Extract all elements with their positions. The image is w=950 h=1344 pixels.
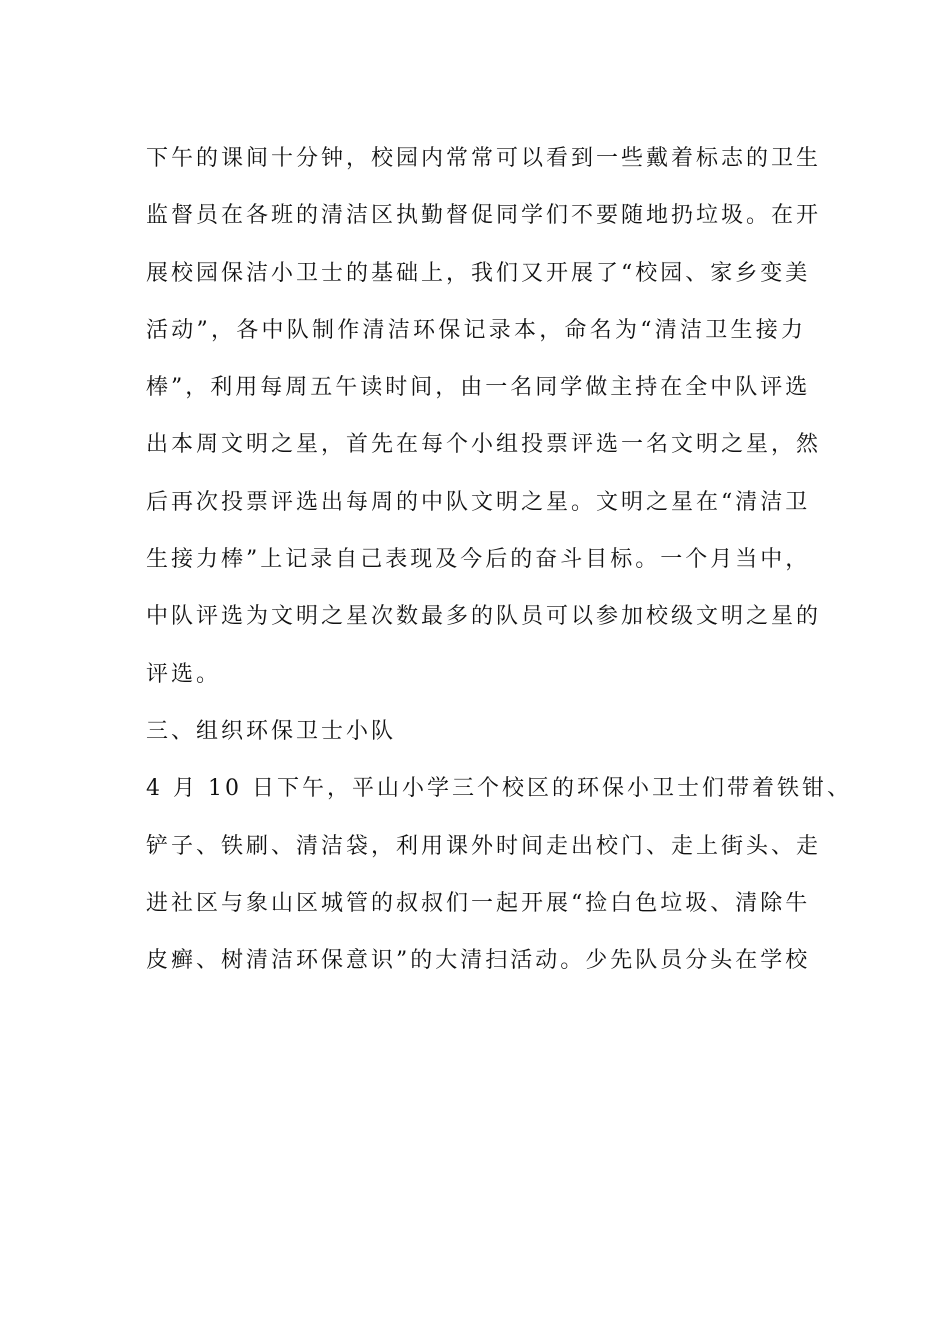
text-line: 监督员在各班的清洁区执勤督促同学们不要随地扔垃圾。在开 <box>146 203 822 229</box>
text-line: 皮癣、树清洁环保意识”的大清扫活动。少先队员分头在学校 <box>146 948 811 974</box>
text-line: 活动”，各中队制作清洁环保记录本，命名为“清洁卫生接力 <box>146 317 806 343</box>
text-line: 4 月 10 日下午，平山小学三个校区的环保小卫士们带着铁钳、 <box>146 776 852 802</box>
text-line: 出本周文明之星，首先在每个小组投票评选一名文明之星，然 <box>146 432 822 458</box>
text-line: 棒”，利用每周五午读时间，由一名同学做主持在全中队评选 <box>146 375 811 401</box>
document-body <box>146 130 852 989</box>
text-line: 下午的课间十分钟，校园内常常可以看到一些戴着标志的卫生 <box>146 146 822 171</box>
section-heading: 三、组织环保卫士小队 <box>146 718 397 744</box>
text-line: 展校园保洁小卫士的基础上，我们又开展了“校园、家乡变美 <box>146 260 811 286</box>
text-line: 生接力棒”上记录自己表现及今后的奋斗目标。一个月当中， <box>146 547 811 573</box>
text-line: 后再次投票评选出每周的中队文明之星。文明之星在“清洁卫 <box>146 489 811 515</box>
text-line: 评选。 <box>146 661 222 687</box>
text-line: 中队评选为文明之星次数最多的队员可以参加校级文明之星的 <box>146 604 822 630</box>
text-line: 铲子、铁刷、清洁袋，利用课外时间走出校门、走上街头、走 <box>146 833 822 859</box>
text-line: 进社区与象山区城管的叔叔们一起开展“捡白色垃圾、清除牛 <box>146 890 811 916</box>
